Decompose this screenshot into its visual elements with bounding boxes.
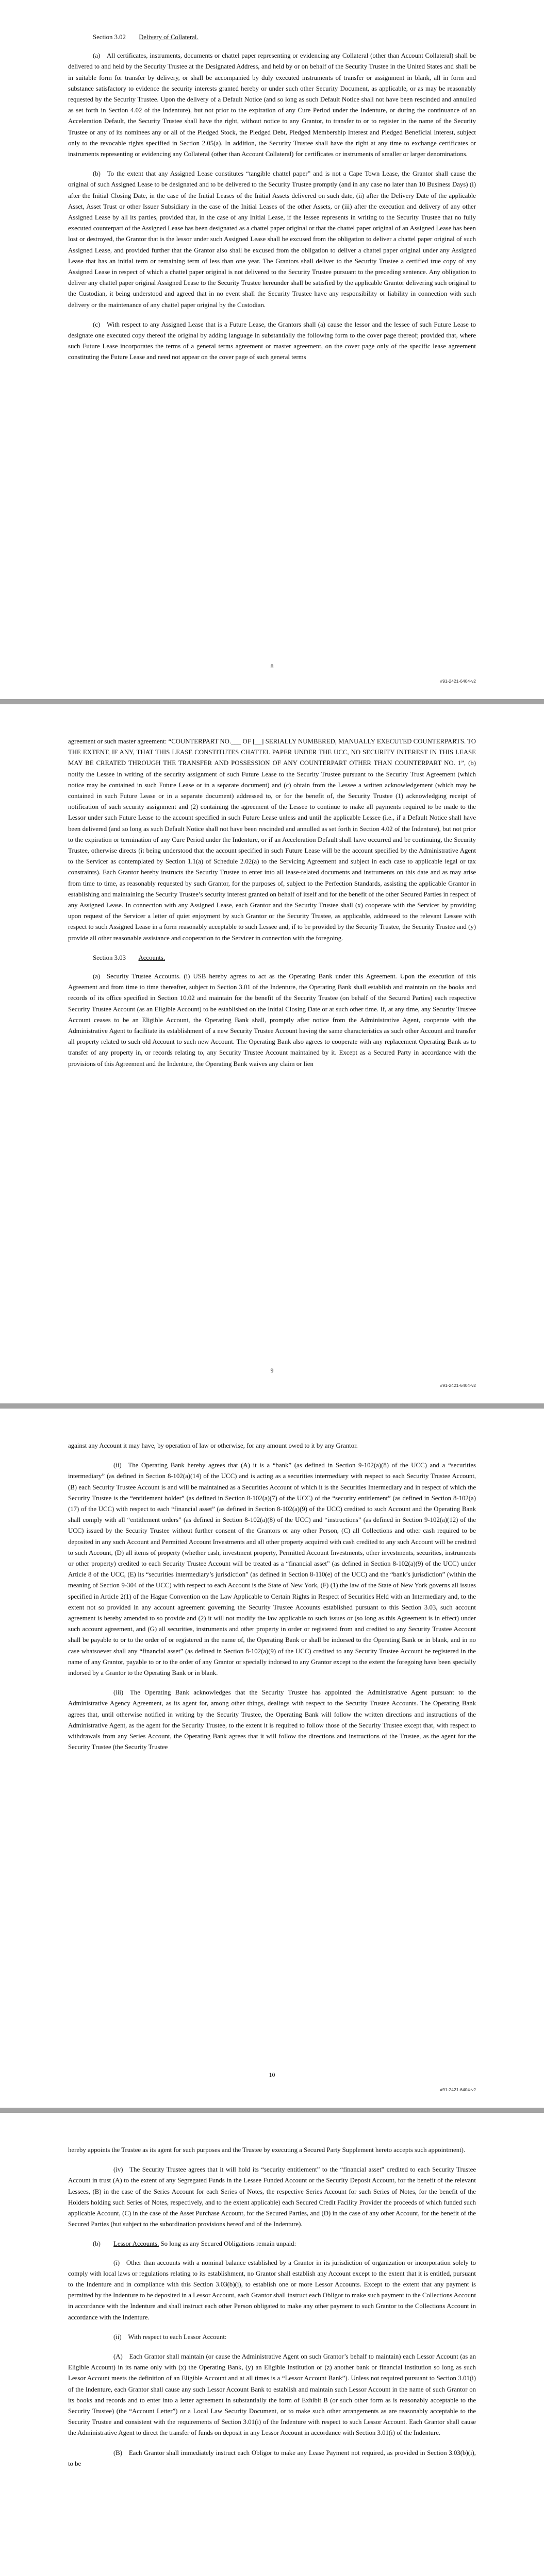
paragraph-3-03-b-ii-a: (A) Each Grantor shall maintain (or cause the Administrative Agent on such Grantor’s behalf to maintain) each Lessor Account (as an Eligible Account) in its name only with (x) the Operating Bank, (y) an Eligible Institution or (z) another bank or financial institution so long as such Lessor Account meets the definition of an Eligible Account and at all times is a “Lessor Account Bank”). Unless not required pursuant to Section 3.01(i) of the Indenture, each Grantor shall cause any such Lessor Account Bank to establish and maintain such Lessor Account in the name of such Grantor on its books and records and to enter into a letter agreement in substantially the form of Exhibit B (or such other form as is reasonably acceptable to the Security Trustee) (the “Account Letter”) or a Local Law Security Document, or to make such other arrangements as are reasonably acceptable to the Security Trustee and consistent with the requirements of Section 3.01(i) of the Indenture with respect to such Lessor Account. Each Grantor shall cause the Administrative Agent to direct the transfer of funds on deposit in any Lessor Account in accordance with Section 3.01(i) of the Indenture. — [68, 2353, 476, 2437]
document-id: #91-2421-6404-v2 — [440, 679, 476, 684]
paragraph-3-03-a-iii: (iii) The Operating Bank acknowledges that the Security Trustee has appointed the Administrative Agent pursuant to the Administrative Agency Agreement, as its agent for, among other things, dealings with respect to the Security Trustee Accounts. The Operating Bank agrees that, until otherwise notified in writing by the Security Trustee, the Operating Bank will follow the written directions and instructions of the Administrative Agent, as the agent for the Security Trustee, to the extent it is required to follow those of the Security Trustee except that, with respect to withdrawals from any Series Account, the Operating Bank agrees that it will follow the directions and instructions of the Trustee, as the agent for the Security Trustee (the Security Trustee — [68, 1689, 476, 1751]
section-title: Accounts. — [138, 954, 166, 961]
document-id: #91-2421-6404-v2 — [440, 2087, 476, 2092]
document-page-9 — [0, 704, 544, 1403]
paragraph-continuation: against any Account it may have, by operation of law or otherwise, for any amount owed to it by any Grantor. — [68, 1442, 358, 1449]
subsection-title: Lessor Accounts. — [113, 2240, 159, 2248]
page-number: 9 — [270, 1367, 274, 1374]
paragraph-3-02-a: (a) All certificates, instruments, documents or chattel paper representing or evidencing any Collateral (other than Account Collateral) shall be delivered to and held by the Security Trustee at the Designated Address, and held by or on behalf of the Security Trustee in the United States and shall be in suitable form for transfer by delivery, or shall be accompanied by duly executed instruments of transfer or assignment in blank, all in form and substance satisfactory to evidence the security interests granted hereby or under such other Security Document, as applicable, or as may be reasonably requested by the Security Trustee. Upon the delivery of a Default Notice (and so long as such Default Notice shall not have been rescinded and annulled as set forth in Section 4.02 of the Indenture), but not prior to the expiration of any Cure Period under the Indenture, or during the continuance of an Acceleration Default, the Security Trustee shall have the right, without notice to any Grantor, to transfer to or to register in the name of the Security Trustee or any of its nominees any or all of the Pledged Stock, the Pledged Debt, Pledged Membership Interest and Pledged Beneficial Interest, subject only to the revocable rights specified in Section 2.05(a). In addition, the Security Trustee shall have the right at any time to exchange certificates or instruments representing or evidencing any Collateral (other than Account Collateral) for certificates or instruments of smaller or larger denominations. — [68, 52, 476, 158]
paragraph-3-03-b-i: (i) Other than accounts with a nominal balance established by a Grantor in its jurisdiction of organization or incorporation solely to comply with local laws or regulations relating to its establishment, no Grantor shall establish any Account except to the extent that it is entitled, pursuant to the Indenture and in compliance with this Section 3.03(b)(i), to establish one or more Lessor Accounts. Except to the extent that any payment is permitted by the Indenture to be deposited in a Lessor Account, each Grantor shall instruct each Obligor to make such payment to the Collections Account in accordance with the Indenture and shall instruct each other Person obligated to make any other payment to such Grantor to the Collections Account in accordance with the Indenture. — [68, 2259, 476, 2321]
section-3-03-heading — [93, 953, 476, 963]
document-page-8 — [0, 0, 544, 699]
document-page-11 — [0, 2113, 544, 2576]
paragraph-legend-continuation: agreement or such master agreement: “COUNTERPART NO.___ OF [__] SERIALLY NUMBERED, MANUALLY EXECUTED COUNTERPARTS. TO THE EXTENT, IF ANY, THAT THIS LEASE CONSTITUTES CHATTEL PAPER UNDER THE UCC, NO SECURITY INTEREST IN THIS LEASE MAY BE CREATED THROUGH THE TRANSFER AND POSSESSION OF ANY COUNTERPART OTHER THAN COUNTERPART NO. 1”, (b) notify the Lessee in writing of the security assignment of such Future Lease to the Security Trustee pursuant to the Security Trust Agreement (which notice may be contained in such Future Lease or in a separate document) and (c) obtain from the Lessee a written acknowledgement (which may be contained in such Future Lease or in a separate document) addressed to, or for the benefit of, the Security Trustee (1) acknowledging receipt of notification of such security assignment and (2) containing the agreement of the Lessee to continue to make all payments required to be made to the Lessor under such Future Lease to the account specified in such Future Lease unless and until the applicable Lessee (i.e., if a Default Notice shall have been delivered (and so long as such Default Notice shall not have been rescinded and annulled as set forth in Section 4.02 of the Indenture), but not prior to the expiration or termination of any Cure Period under the Indenture, or if an Acceleration Default shall have occurred and be continuing, the Security Trustee, otherwise directs (it being understood that the account specified in such Future Lease will be the account specified by the Administrative Agent to the Servicer as contemplated by Section 1.1(a) of Schedule 2.02(a) to the Servicing Agreement and subject in each case to applicable legal or tax constraints). Each Grantor hereby instructs the Security Trustee to enter into all lease-related documents and instruments on this date and as may arise from time to time, as reasonably requested by such Grantor, for the purposes of, subject to the Perfection Standards, assisting the applicable Grantor in establishing and maintaining the Security Trustee’s security interest granted on behalf of itself and for the benefit of the other Secured Parties in respect of any Assigned Lease. In connection with any Assigned Lease, each Grantor and the Security Trustee shall (x) cooperate with the Servicer by providing upon request of the Servicer a letter of quiet enjoyment by such Grantor or the Security Trustee, as applicable, addressed to the relevant Lessee with respect to such Assigned Lease in a form reasonably acceptable to such Lessee and, if to be provided by the Security Trustee, the Security Trustee and (y) provide all other reasonable assistance and cooperation to the Servicer in connection with the foregoing. — [68, 738, 476, 942]
subsection-number: (b) — [93, 2240, 101, 2248]
paragraph-continuation: hereby appoints the Trustee as its agent for such purposes and the Trustee by executing a Secured Party Supplement hereto accepts such appointment). — [68, 2146, 466, 2154]
section-number: Section 3.02 — [93, 33, 126, 41]
document-id: #91-2421-6404-v2 — [440, 1383, 476, 1388]
paragraph-3-03-b-ii-b: (B) Each Grantor shall immediately instruct each Obligor to make any Lease Payment not required, as provided in Section 3.03(b)(i), to be — [68, 2449, 476, 2467]
paragraph-3-03-a-ii: (ii) The Operating Bank hereby agrees that (A) it is a “bank” (as defined in Section 9-102(a)(8) of the UCC) and a “securities intermediary” (as defined in Section 8-102(a)(14) of the UCC) and is acting as a securities intermediary with respect to each Security Trustee Account, (B) each Security Trustee Account is and will be maintained as a Securities Account of which it is the Securities Intermediary and in respect of which the Security Trustee is the “entitlement holder” (as defined in Section 8-102(a)(7) of the UCC) of the “security entitlement” (as defined in Section 8-102(a)(17) of the UCC) with respect to each “financial asset” (as defined in Section 8-102(a)(9) of the UCC) credited to such Account and the Operating Bank shall comply with all “entitlement orders” (as defined in Section 8-102(a)(8) of the UCC) and “instructions” (as defined in Section 9-102(a)(12) of the UCC) issued by the Security Trustee without further consent of the Grantors or any other Person, (C) all Collections and other cash required to be deposited in any such Account and Permitted Account Investments and all other property acquired with cash credited to any such Account will be credited to such Account, (D) all items of property (whether cash, investment property, Permitted Account Investments, other investments, securities, instruments or other property) credited to each Security Trustee Account will be treated as a “financial asset” (as defined in Section 8-102(a)(9) of the UCC) under Article 8 of the UCC, (E) its “securities intermediary’s jurisdiction” (as defined in Section 8-110(e) of the UCC) and the “bank’s jurisdiction” (within the meaning of Section 9-304 of the UCC) with respect to each Account is the State of New York, (F) (1) the law of the State of New York governs all issues specified in Article 2(1) of the Hague Convention on the Law Applicable to Certain Rights in Respect of Securities Held with an Intermediary and, to the extent not so provided in any account agreement governing the Security Trustee Accounts established pursuant to this Section 3.03, such account agreement is hereby amended to so provide and (2) it will not modify the law applicable to such issues or (so long as this Agreement is in effect) under such account agreement, and (G) all securities, instruments and other property in order or registered from and credited to any Security Trustee Account shall be payable to or to the order of or registered in the name of, the Operating Bank or shall be indorsed to the Operating Bank or in blank, and in no case whatsoever shall any “financial asset” (as defined in Section 8-102(a)(9) of the UCC) credited to any Security Trustee Account be registered in the name of any Grantor, payable to or to the order of any Grantor or specially indorsed to any Grantor except to the extent the foregoing have been specially indorsed by a Grantor to the Operating Bank or in blank. — [68, 1462, 476, 1677]
subsection-b-heading — [93, 2239, 476, 2249]
section-title: Delivery of Collateral. — [139, 33, 199, 41]
paragraph-3-02-c: (c) With respect to any Assigned Lease that is a Future Lease, the Grantors shall (a) cause the lessor and the lessee of such Future Lease to designate one executed copy thereof the original by adding language in substantially the following form to the cover page thereof; provided that, where such Future Lease incorporates the terms of a general terms agreement or master agreement, on the cover page only of the specific lease agreement constituting the Future Lease and need not appear on the cover page of such general terms — [68, 320, 476, 361]
paragraph-3-03-b-ii: (ii) With respect to each Lessor Account: — [113, 2333, 227, 2341]
subsection-lead-in: So long as any Secured Obligations remain unpaid: — [160, 2240, 296, 2248]
page-number: 8 — [270, 663, 274, 670]
section-3-02-heading — [93, 32, 476, 43]
paragraph-3-03-a-iv: (iv) The Security Trustee agrees that it will hold its “security entitlement” to the “financial asset” credited to each Security Trustee Account in trust (A) to the extent of any Segregated Funds in the Lessee Funded Account or the Security Deposit Account, for the benefit of the relevant Lessees, (B) in the case of the Series Account for each Series of Notes, the respective Series Account for such Series of Notes, for the benefit of the Holders holding such Series of Notes, respectively, and to the extent applicable) each Secured Credit Facility Provider the proceeds of which funded such applicable Account, (C) in the case of the Asset Purchase Account, for the Secured Parties, and (D) in the case of any other Account, for the benefit of the Secured Parties (but subject to the subordination provisions hereof and of the Indenture). — [68, 2166, 476, 2228]
paragraph-3-03-a: (a) Security Trustee Accounts. (i) USB hereby agrees to act as the Operating Bank under this Agreement. Upon the execution of this Agreement and from time to time thereafter, subject to Section 3.01 of the Indenture, the Operating Bank shall establish and maintain on the books and records of its office specified in Section 10.02 and maintain for the benefit of the Security Trustee (on behalf of the Secured Parties) each respective Security Trustee Account (as an Eligible Account) to be established on the Initial Closing Date or at such other time. If, at any time, any Security Trustee Account ceases to be an Eligible Account, the Operating Bank shall, promptly after notice from the Administrative Agent, cooperate with the Administrative Agent to facilitate its establishment of a new Security Trustee Account having the same characteristics as such other Account and transfer all property related to such old Account to such new Account. The Operating Bank also agrees to cooperate with any replacement Operating Bank as to transfer of any property in, or records relating to, any Security Trustee Account maintained by it. Except as a Secured Party in accordance with the provisions of this Agreement and the Indenture, the Operating Bank waives any claim or lien — [68, 973, 476, 1067]
document-page-10 — [0, 1409, 544, 2108]
paragraph-3-02-b: (b) To the extent that any Assigned Lease constitutes “tangible chattel paper” and is not a Cape Town Lease, the Grantor shall cause the original of such Assigned Lease to be designated and to be delivered to the Security Trustee promptly (and in any case no later than 10 Business Days) (i) after the Initial Closing Date, in the case of the Initial Leases of the Initial Assets delivered on such date, (ii) after the Delivery Date of the applicable Asset, Asset Trust or other Issuer Subsidiary in the case of the Initial Leases of the other Assets, or (iii) after the execution and delivery of any other Assigned Lease by all its parties, provided that, in the case of any Initial Lease, if the lessee represents in writing to the Security Trustee that no fully executed counterpart of the Assigned Lease has been designated as a chattel paper original or that the chattel paper original of an Assigned Lease has been lost or destroyed, the Grantor that is the lessor under such Assigned Lease shall be excused from the obligation to deliver a chattel paper original of such Assigned Lease, and provided further that the Grantor also shall be excused from the obligation to deliver a chattel paper original under any Assigned Lease that has an initial term or remaining term of less than one year. The Grantors shall deliver to the Security Trustee a certified true copy of any Assigned Lease in respect of which a chattel paper original is not delivered to the Security Trustee pursuant to the preceding sentence. Any obligation to deliver any chattel paper original Assigned Lease to the Security Trustee hereunder shall be satisfied by the applicable Grantor delivering such original to the Custodian, it being understood and agreed that in no event shall the Security Trustee have any responsibility or liability in connection with such delivery or the maintenance of any chattel paper original by the Custodian. — [68, 170, 476, 309]
page-number: 10 — [269, 2071, 275, 2078]
section-number: Section 3.03 — [93, 954, 126, 961]
